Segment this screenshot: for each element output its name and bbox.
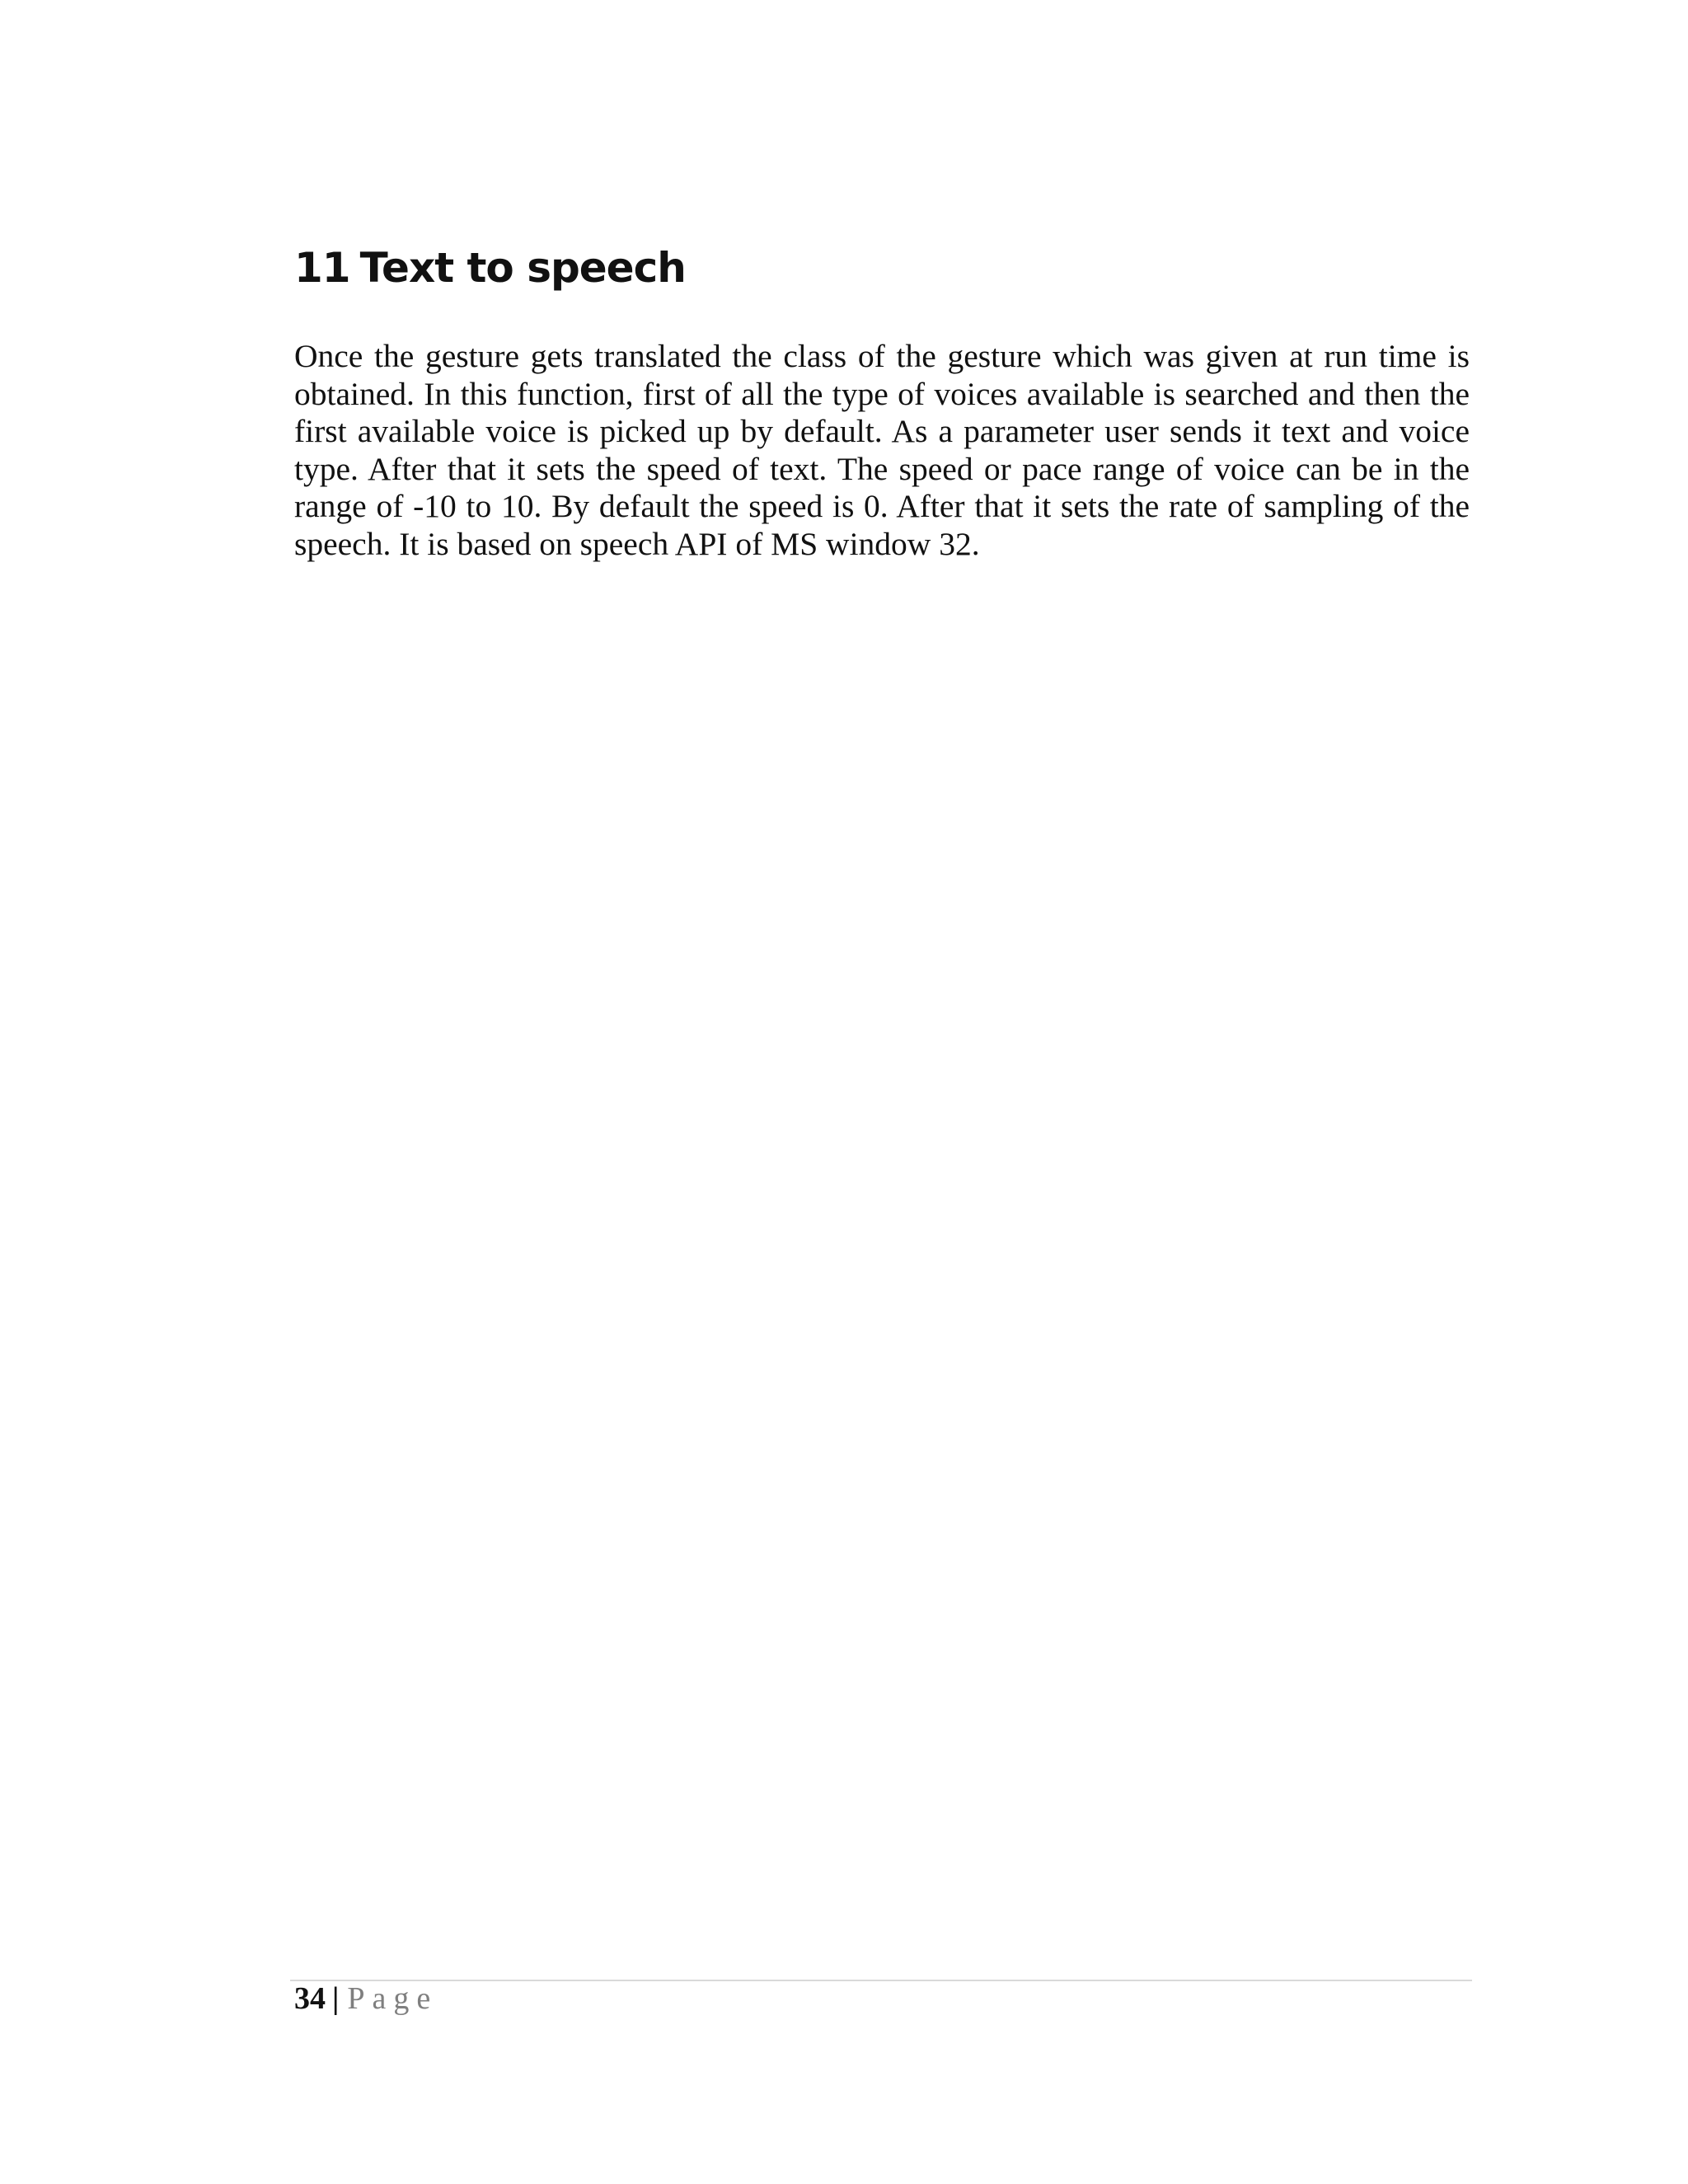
page-number: 34	[294, 1981, 326, 2016]
body-paragraph: Once the gesture gets translated the class of the gesture which was given at run time is obtained. In this function, first of all the type of voices available is searched and then the first available voice is picked up by default. As a parameter user sends it text and voice type. After that it sets the speed of text. The speed or pace range of voice can be in the range of -10 to 10. By default the speed is 0. After that it sets the rate of sampling of the speech. It is based on speech API of MS window 32.	[294, 338, 1470, 562]
footer-divider	[290, 1980, 1472, 1981]
footer-separator: |	[332, 1981, 340, 2016]
section-heading	[294, 244, 686, 292]
page-footer	[294, 1978, 438, 2019]
section-number: 11	[294, 244, 350, 292]
section-title: Text to speech	[359, 244, 686, 292]
page-label: Page	[347, 1981, 438, 2016]
